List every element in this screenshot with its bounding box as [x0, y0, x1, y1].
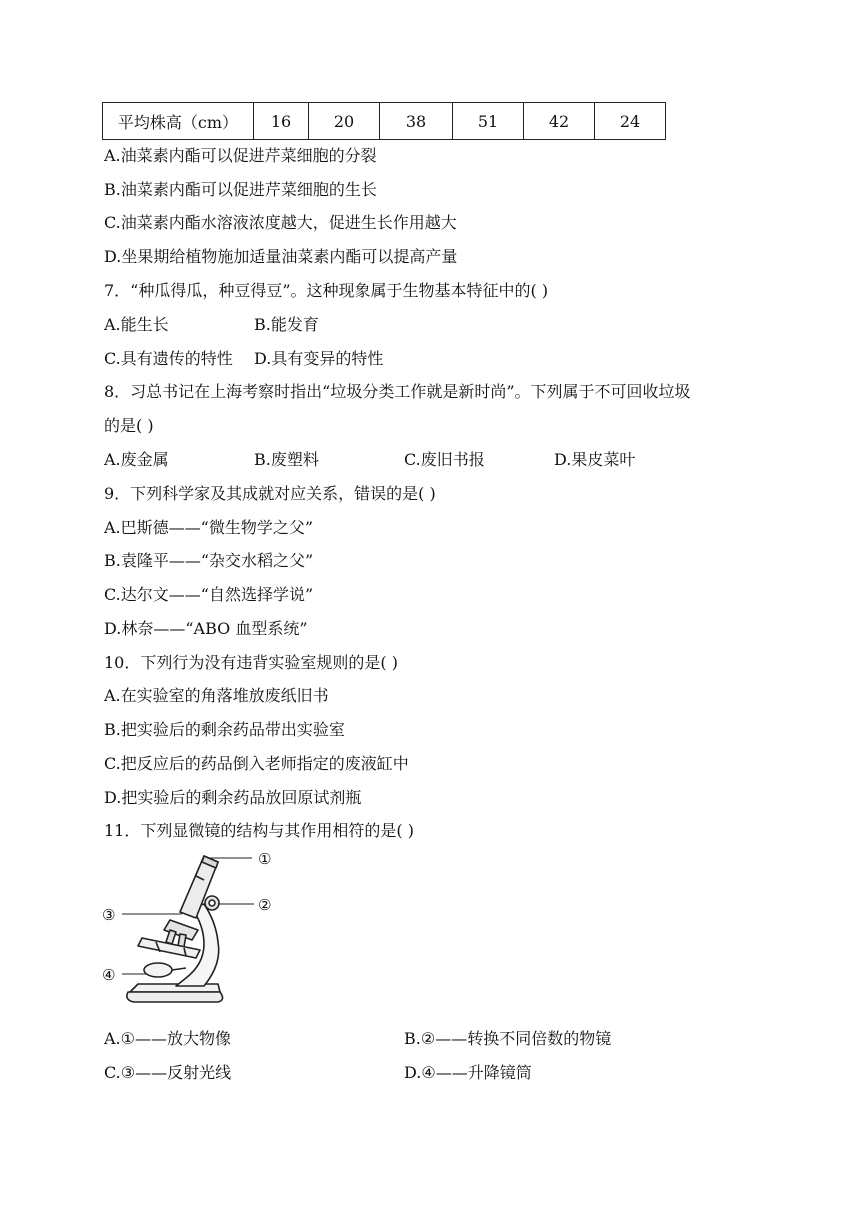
table-cell: 24 [595, 103, 666, 140]
q6-option-c: C.油菜素内酯水溶液浓度越大，促进生长作用越大 [104, 213, 457, 232]
q8-stem-line1: 8．习总书记在上海考察时指出“垃圾分类工作就是新时尚”。下列属于不可回收垃圾 [104, 382, 691, 401]
q10-stem: 10．下列行为没有违背实验室规则的是( ) [104, 653, 398, 672]
q6-option-a: A.油菜素内酯可以促进芹菜细胞的分裂 [104, 146, 377, 165]
table-row [103, 103, 666, 140]
table-cell: 42 [524, 103, 595, 140]
q7-option-b: B.能发育 [254, 315, 319, 334]
table-cell: 16 [254, 103, 309, 140]
q11-stem: 11．下列显微镜的结构与其作用相符的是( ) [104, 821, 414, 840]
q7-option-c: C.具有遗传的特性 [104, 349, 233, 368]
q7-option-a: A.能生长 [104, 315, 169, 334]
q6-option-d: D.坐果期给植物施加适量油菜素内酯可以提高产量 [104, 247, 458, 266]
figure-label-2: ② [258, 896, 272, 914]
q9-option-c: C.达尔文——“自然选择学说” [104, 585, 314, 604]
q11-option-a: A.①——放大物像 [104, 1029, 231, 1048]
figure-label-3: ③ [102, 906, 116, 924]
q9-stem: 9．下列科学家及其成就对应关系，错误的是( ) [104, 484, 436, 503]
table-cell: 20 [309, 103, 380, 140]
q11-option-d: D.④——升降镜筒 [404, 1063, 532, 1082]
q8-option-b: B.废塑料 [254, 450, 319, 469]
q10-option-d: D.把实验后的剩余药品放回原试剂瓶 [104, 788, 362, 807]
q9-option-b: B.袁隆平——“杂交水稻之父” [104, 551, 314, 570]
table-row-label: 平均株高（cm） [103, 103, 254, 140]
table-cell: 38 [380, 103, 453, 140]
q8-option-d: D.果皮菜叶 [554, 450, 636, 469]
q8-stem-line2: 的是( ) [104, 416, 154, 435]
microscope-figure [100, 846, 280, 1014]
q10-option-a: A.在实验室的角落堆放废纸旧书 [104, 686, 329, 705]
q11-option-b: B.②——转换不同倍数的物镜 [404, 1029, 612, 1048]
q9-option-d: D.林奈——“ABO 血型系统” [104, 619, 308, 638]
plant-height-table [102, 102, 666, 140]
q10-option-b: B.把实验后的剩余药品带出实验室 [104, 720, 345, 739]
q6-option-b: B.油菜素内酯可以促进芹菜细胞的生长 [104, 180, 377, 199]
q11-option-c: C.③——反射光线 [104, 1063, 232, 1082]
figure-label-4: ④ [102, 966, 116, 984]
q8-option-c: C.废旧书报 [404, 450, 485, 469]
q7-option-d: D.具有变异的特性 [254, 349, 384, 368]
q10-option-c: C.把反应后的药品倒入老师指定的废液缸中 [104, 754, 409, 773]
table-cell: 51 [453, 103, 524, 140]
figure-label-1: ① [258, 850, 272, 868]
q8-option-a: A.废金属 [104, 450, 169, 469]
q7-stem: 7．“种瓜得瓜，种豆得豆”。这种现象属于生物基本特征中的( ) [104, 281, 549, 300]
q9-option-a: A.巴斯德——“微生物学之父” [104, 518, 314, 537]
